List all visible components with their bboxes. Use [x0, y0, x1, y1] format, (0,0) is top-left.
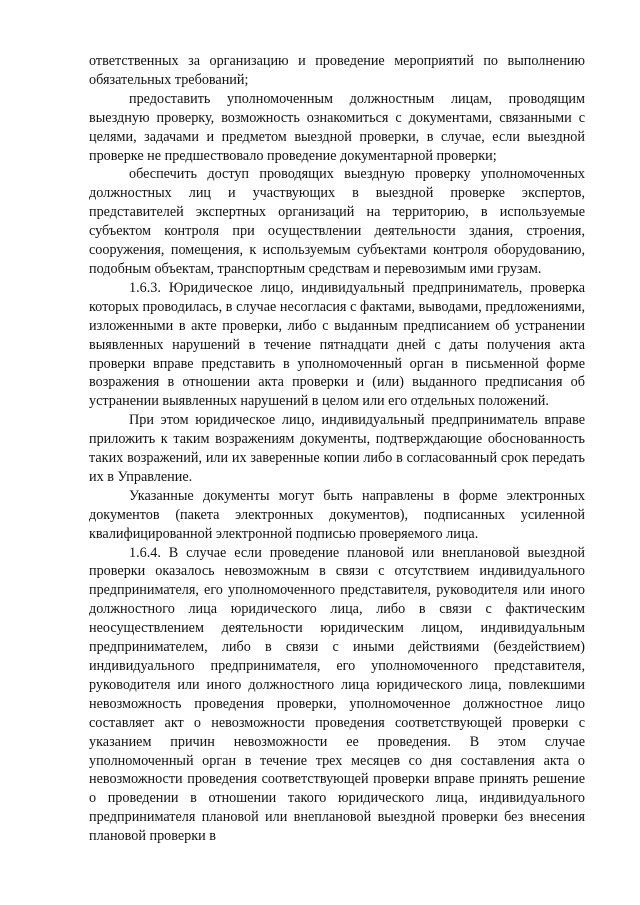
document-page — [89, 52, 585, 846]
paragraph-1-6-3: 1.6.3. Юридическое лицо, индивидуальный предприниматель, проверка которых проводилась, в случае несогласия с фактами, выводами, предложениями, изложенными в акте проверки, либо с выданным предписанием об устранении выявленных нарушений в течение пятнадцати дней с даты получения акта проверки вправе представить в уполномоченный орган в письменной форме возражения в отношении акта проверки и (или) выданного предписания об устранении выявленных нарушений в целом или его отдельных положений. — [89, 279, 585, 410]
paragraph-electronic-documents: Указанные документы могут быть направлены в форме электронных документов (пакета электронных документов), подписанных усиленной квалифицированной электронной подписью проверяемого лица. — [89, 487, 585, 542]
paragraph-territory-access: обеспечить доступ проводящих выездную проверку уполномоченных должностных лиц и участвующих в выездной проверке экспертов, представителей экспертных организаций на территорию, в используемые субъектом контроля при осуществлении деятельности здания, строения, сооружения, помещения, к используемым субъектами контроля оборудованию, подобным объектам, транспортным средствам и перевозимым ими грузам. — [89, 166, 585, 277]
paragraph-document-access: предоставить уполномоченным должностным лицам, проводящим выездную проверку, возможность ознакомиться с документами, связанными с целями, задачами и предметом выездной проверки, в случае, если выездной проверке не предшествовало проведение документарной проверки; — [89, 90, 585, 164]
paragraph-continuation: ответственных за организацию и проведение мероприятий по выполнению обязательных требований; — [89, 53, 585, 88]
paragraph-1-6-4: 1.6.4. В случае если проведение плановой или внеплановой выездной проверки оказалось невозможным в связи с отсутствием индивидуального предпринимателя, его уполномоченного представителя, руководителя или иного должностного лица юридического лица, либо в связи с фактическим неосуществлением деятельности юридическим лицом, индивидуальным предпринимателем, либо в связи с иными действиями (бездействием) индивидуального предпринимателя, его уполномоченного представителя, руководителя или иного должностного лица юридического лица, повлекшими невозможность проведения проверки, уполномоченное должностное лицо составляет акт о невозможности проведения соответствующей проверки с указанием причин невозможности ее проведения. В этом случае уполномоченный орган в течение трех месяцев со дня составления акта о невозможности проведения соответствующей проверки вправе принять решение о проведении в отношении такого юридического лица, индивидуального предпринимателя плановой или внеплановой выездной проверки без внесения плановой проверки в — [89, 544, 585, 845]
paragraph-objections-documents: При этом юридическое лицо, индивидуальный предприниматель вправе приложить к таким возражениям документы, подтверждающие обоснованность таких возражений, или их заверенные копии либо в согласованный срок передать их в Управление. — [89, 412, 585, 485]
